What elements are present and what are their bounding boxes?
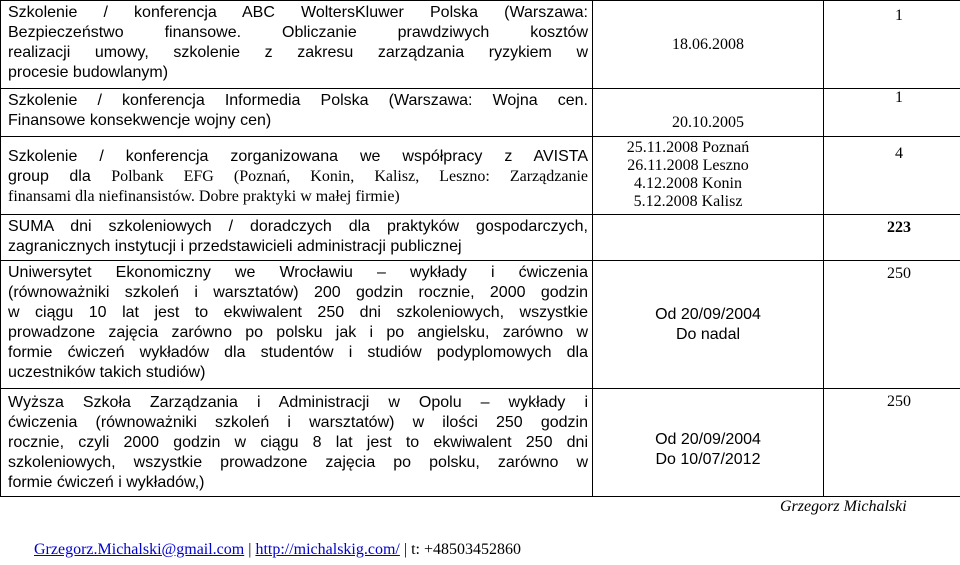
count-cell (824, 261, 960, 389)
description-cell (1, 389, 593, 497)
description-line: rocznie, czyli 2000 godzin w ciągu 8 lat jest to ekwiwalent 250 dni (8, 434, 588, 451)
description-cell (1, 261, 593, 389)
description-line-mixed (8, 167, 588, 187)
description-line: szkoleniowych, wszystkie prowadzone zajęcia po polsku, zarówno w (8, 454, 588, 471)
date-cell (593, 89, 824, 137)
date-value: 18.06.2008 (672, 35, 744, 53)
description-fragment: group dla (8, 168, 91, 185)
date-cell (593, 215, 824, 261)
description-cell (1, 215, 593, 261)
description-line: Bezpieczeństwo finansowe. Obliczanie prawdziwych kosztów (8, 24, 588, 41)
date-value: 25.11.2008 Poznań (626, 139, 750, 156)
table-row (1, 89, 960, 137)
description-line: Wyższa Szkoła Zarządzania i Administracji w Opolu – wykłady i (8, 394, 588, 411)
count-cell (824, 1, 960, 89)
date-value: Do nadal (675, 325, 741, 343)
date-cell (593, 137, 824, 215)
description-line: w ciągu 10 lat jest to ekwiwalent 250 dni szkoleniowych, wszystkie (8, 304, 588, 321)
count-value: 250 (887, 393, 911, 410)
count-value: 4 (895, 145, 903, 162)
description-line: ćwiczenia (równoważniki szkoleń i warsztatów) w ilości 250 godzin (8, 414, 588, 431)
count-value: 250 (887, 265, 911, 282)
description-line: formie ćwiczeń wykładów dla studentów i studiów podyplomowych dla (8, 344, 588, 361)
count-value: 1 (895, 7, 903, 24)
table-row (1, 137, 960, 215)
description-line: formie ćwiczeń i wykładów,) (8, 474, 205, 491)
count-cell (824, 89, 960, 137)
date-cell (593, 1, 824, 89)
date-cell (593, 261, 824, 389)
description-line: (równoważniki szkoleń i warsztatów) 200 godzin rocznie, 2000 godzin (8, 284, 588, 301)
date-cell (593, 389, 824, 497)
table-row (1, 215, 960, 261)
signature: Grzegorz Michalski (780, 498, 907, 515)
count-value: 223 (887, 219, 911, 236)
description-line: zagranicznych instytucji i przedstawicieli administracji publicznej (8, 238, 462, 255)
count-cell (824, 389, 960, 497)
description-line: finansami dla niefinansistów. Dobre praktyki w małej firmie) (8, 188, 400, 205)
table-row (1, 1, 960, 89)
count-value: 1 (895, 89, 903, 106)
phone-number: t: +48503452860 (411, 541, 521, 558)
description-line: prowadzone zajęcia zarówno po polsku jak i po angielsku, zarówno w (8, 324, 588, 341)
date-value: 4.12.2008 Konin (634, 175, 742, 192)
table-row (1, 389, 960, 497)
description-line: SUMA dni szkoleniowych / doradczych dla praktyków gospodarczych, (8, 218, 588, 235)
table-row (1, 261, 960, 389)
description-line: Szkolenie / konferencja zorganizowana we współpracy z AVISTA (8, 148, 588, 165)
description-line: Uniwersytet Ekonomiczny we Wrocławiu – wykłady i ćwiczenia (8, 264, 588, 281)
description-line: procesie budowlanym) (8, 64, 169, 81)
date-value: 26.11.2008 Leszno (627, 157, 749, 174)
description-cell (1, 1, 593, 89)
description-line: Szkolenie / konferencja ABC WoltersKluwer Polska (Warszawa: (8, 4, 588, 21)
description-line: Szkolenie / konferencja Informedia Polska (Warszawa: Wojna cen. (8, 92, 588, 109)
footer-separator: | (248, 541, 252, 558)
date-value: Do 10/07/2012 (655, 450, 761, 468)
description-line: Finansowe konsekwencje wojny cen) (8, 112, 272, 129)
footer-separator: | (403, 541, 408, 558)
date-value: Od 20/09/2004 (655, 305, 761, 323)
date-value: Od 20/09/2004 (655, 430, 761, 448)
date-value: 20.10.2005 (672, 114, 744, 131)
description-cell (1, 137, 593, 215)
description-fragment: Polbank EFG (Poznań, Konin, Kalisz, Leszno: Zarządzanie (111, 168, 589, 185)
count-cell (824, 215, 960, 261)
description-line: realizacji umowy, szkolenie z zakresu zarządzania ryzykiem w (8, 44, 588, 61)
date-value: 5.12.2008 Kalisz (633, 193, 743, 210)
email-link[interactable]: Grzegorz.Michalski@gmail.com (34, 541, 245, 558)
description-line: uczestników takich studiów) (8, 364, 206, 381)
footer (34, 541, 521, 559)
website-link[interactable]: http://michalskig.com/ (255, 541, 400, 558)
count-cell (824, 137, 960, 215)
description-cell (1, 89, 593, 137)
